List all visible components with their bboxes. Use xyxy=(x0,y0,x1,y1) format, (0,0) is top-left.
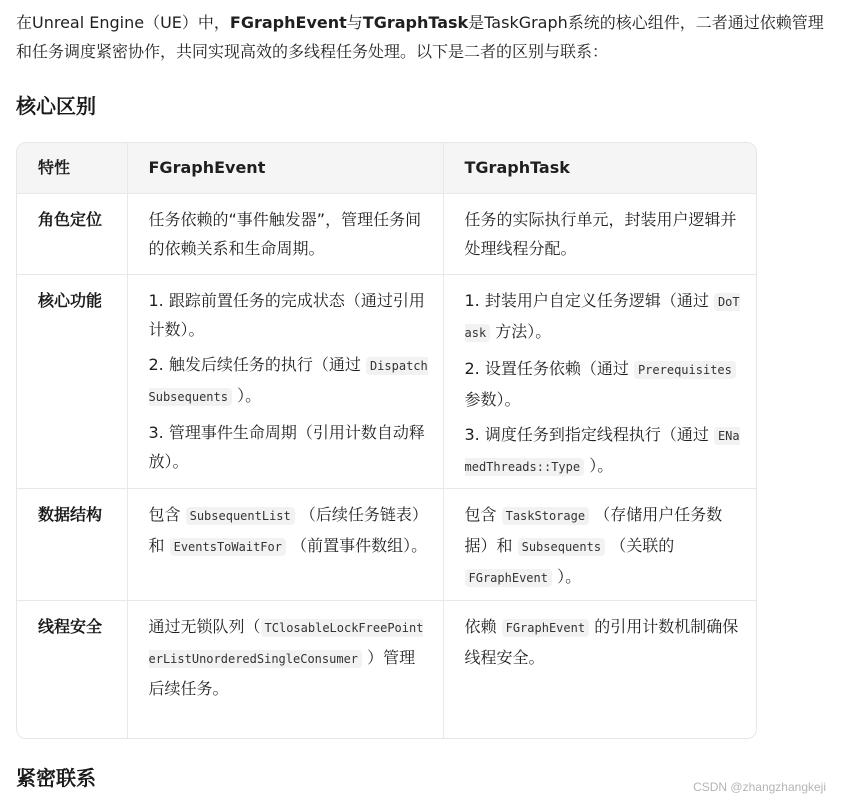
table-row xyxy=(17,275,757,489)
row-feature-cell: 核心功能 xyxy=(17,275,127,489)
section-heading-close-relationship: 紧密联系 xyxy=(16,766,96,790)
list-item: 2. 设置任务依赖（通过 Prerequisites 参数）。 xyxy=(465,354,747,414)
code-fgraphevent: FGraphEvent xyxy=(465,569,552,587)
code-tclosablelockfreepointerlist: TClosableLockFreePointerListUnorderedSingleConsumer xyxy=(148,621,424,666)
comparison-table xyxy=(16,142,757,739)
list-item: 1. 封装用户自定义任务逻辑（通过 DoTask 方法）。 xyxy=(464,291,740,341)
code-dispatchsubsequents: DispatchSubsequents xyxy=(148,359,428,404)
fgraphevent-cell xyxy=(127,275,443,489)
list-item: 1. 跟踪前置任务的完成状态（通过引用计数）。 xyxy=(148,291,425,339)
fgraphevent-cell: 通过无锁队列（ TClosableLockFreePointerListUnorderedSingleConsumer ）管理后续任务。 xyxy=(127,601,443,740)
code-eventstowaitfor: EventsToWaitFor xyxy=(170,538,286,556)
tgraphtask-cell: 任务的实际执行单元，封装用户逻辑并处理线程分配。 xyxy=(443,194,757,275)
intro-text: 在Unreal Engine（UE）中， xyxy=(16,13,230,32)
table-row xyxy=(17,489,757,601)
tgraphtask-cell: 包含 TaskStorage （存储用户任务数据）和 Subsequents （关联的 FGraphEvent ）。 xyxy=(443,489,757,601)
list-item: 3. 调度任务到指定线程执行（通过 ENamedThreads::Type ）。 xyxy=(464,425,740,475)
intro-text: 是TaskGraph系统的核心组件，二者通过依赖管理和任务调度紧密协作，共同实现高效的多线程任务处理。以下是二者的区别与联系： xyxy=(16,13,824,61)
section-heading-core-differences: 核心区别 xyxy=(16,94,96,118)
code-prerequisites: Prerequisites xyxy=(634,361,736,379)
header-tgraphtask: TGraphTask xyxy=(443,143,757,194)
watermark: CSDN @zhangzhangkeji xyxy=(693,780,826,794)
header-fgraphevent: FGraphEvent xyxy=(127,143,443,194)
tgraphtask-cell: 依赖 FGraphEvent 的引用计数机制确保线程安全。 xyxy=(464,617,739,667)
table-row xyxy=(17,601,757,740)
intro-text: 与 xyxy=(346,13,363,32)
intro-paragraph xyxy=(16,8,836,66)
intro-bold-fgraphevent: FGraphEvent xyxy=(229,13,347,32)
code-subsequentlist: SubsequentList xyxy=(186,507,295,525)
row-feature-cell: 线程安全 xyxy=(17,601,127,740)
list-item: 3. 管理事件生命周期（引用计数自动释放）。 xyxy=(148,423,425,471)
row-feature-cell: 数据结构 xyxy=(17,489,127,601)
fgraphevent-cell: 任务依赖的“事件触发器”，管理任务间的依赖关系和生命周期。 xyxy=(127,194,443,275)
tgraphtask-cell xyxy=(443,275,757,489)
fgraphevent-cell: 包含 SubsequentList （后续任务链表）和 EventsToWaitFor （前置事件数组）。 xyxy=(127,489,443,601)
code-subsequents: Subsequents xyxy=(518,538,605,556)
code-dotask: DoTask xyxy=(464,295,740,340)
intro-bold-tgraphtask: TGraphTask xyxy=(362,13,469,32)
table-header-row xyxy=(17,143,757,194)
table-row xyxy=(17,194,757,275)
header-feature: 特性 xyxy=(17,143,127,194)
code-taskstorage: TaskStorage xyxy=(502,507,589,525)
row-feature-cell: 角色定位 xyxy=(17,194,127,275)
list-item: 2. 触发后续任务的执行（通过 DispatchSubsequents ）。 xyxy=(148,355,428,405)
code-fgraphevent: FGraphEvent xyxy=(502,619,589,637)
code-enamedthreads-type: ENamedThreads::Type xyxy=(464,429,740,474)
